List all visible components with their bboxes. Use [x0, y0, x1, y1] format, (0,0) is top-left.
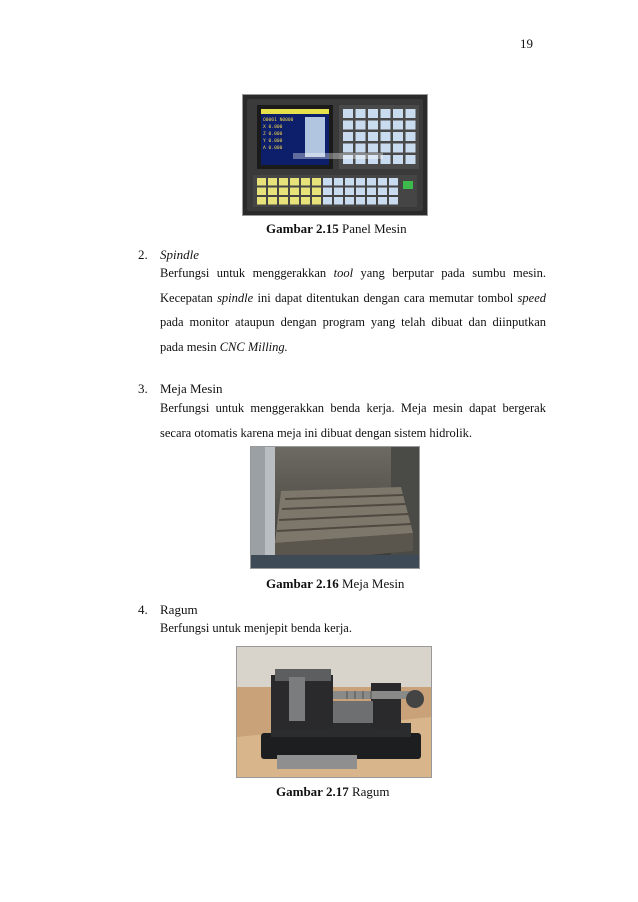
paragraph-line: pada monitor ataupun dengan program yang telah dibuat dan diinputkan [160, 315, 546, 329]
panel-key [257, 197, 266, 205]
panel-key [290, 178, 299, 186]
panel-key [334, 178, 343, 186]
panel-key [356, 144, 366, 153]
panel-key [389, 178, 398, 186]
panel-key [356, 109, 366, 118]
panel-key [334, 197, 343, 205]
panel-key [368, 121, 378, 130]
panel-key [393, 155, 403, 164]
section-number: 3. [138, 381, 148, 396]
page-number: 19 [520, 36, 533, 51]
section-paragraph [160, 396, 546, 445]
panel-key [301, 188, 310, 196]
paragraph-line: pada mesin CNC Milling. [160, 339, 288, 354]
panel-key [393, 144, 403, 153]
panel-key [378, 188, 387, 196]
machine-table-illustration [251, 447, 419, 568]
panel-key [393, 109, 403, 118]
panel-key [389, 197, 398, 205]
section-number: 2. [138, 247, 148, 262]
screen-line: A 0.000 [263, 146, 283, 151]
panel-key [367, 178, 376, 186]
panel-key [381, 132, 391, 141]
panel-key [406, 144, 416, 153]
section-paragraph [160, 261, 546, 359]
panel-key [279, 178, 288, 186]
panel-key [343, 144, 353, 153]
panel-key [406, 109, 416, 118]
figure-ragum [236, 646, 432, 778]
panel-key [378, 178, 387, 186]
panel-key [257, 178, 266, 186]
figure-caption [276, 784, 390, 800]
caption-text: Ragum [348, 784, 390, 799]
panel-key [257, 188, 266, 196]
panel-key [406, 155, 416, 164]
panel-key [378, 197, 387, 205]
caption-number: Gambar 2.16 [266, 576, 339, 591]
panel-key [356, 121, 366, 130]
panel-key [345, 188, 354, 196]
panel-key [323, 197, 332, 205]
panel-key [381, 109, 391, 118]
panel-key [356, 132, 366, 141]
paragraph-line: Berfungsi untuk menjepit benda kerja. [160, 621, 352, 635]
panel-key [343, 132, 353, 141]
panel-key [268, 178, 277, 186]
panel-key [368, 132, 378, 141]
section-number: 4. [138, 602, 148, 617]
panel-key [389, 188, 398, 196]
panel-key [356, 188, 365, 196]
paragraph-line: Berfungsi untuk menggerakkan benda kerja. Meja mesin dapat bergerak [160, 401, 546, 415]
caption-number: Gambar 2.15 [266, 221, 339, 236]
panel-key [301, 197, 310, 205]
panel-key [343, 109, 353, 118]
panel-key [334, 188, 343, 196]
section-title: Meja Mesin [160, 381, 223, 396]
panel-key [301, 178, 310, 186]
screen-line: X 0.000 [263, 125, 283, 130]
panel-key [367, 197, 376, 205]
caption-text: Meja Mesin [338, 576, 405, 591]
panel-key [268, 197, 277, 205]
screen-line: Y 0.000 [263, 139, 283, 144]
panel-key [312, 178, 321, 186]
panel-key [312, 197, 321, 205]
figure-caption [266, 576, 404, 592]
panel-key [367, 188, 376, 196]
panel-key [343, 121, 353, 130]
panel-key [393, 132, 403, 141]
screen-line: O0001 N0000 [263, 118, 294, 123]
panel-key [368, 109, 378, 118]
panel-key [345, 197, 354, 205]
panel-key [279, 197, 288, 205]
section-title: Ragum [160, 602, 198, 617]
panel-key [406, 132, 416, 141]
figure-caption [266, 221, 407, 237]
panel-key [356, 178, 365, 186]
panel-key [356, 197, 365, 205]
panel-key [345, 178, 354, 186]
panel-key [368, 144, 378, 153]
section-title: Spindle [160, 247, 199, 262]
panel-key [393, 121, 403, 130]
section-heading [138, 381, 222, 397]
cnc-panel-illustration [243, 95, 427, 215]
caption-number: Gambar 2.17 [276, 784, 349, 799]
paragraph-line: secara otomatis karena meja ini dibuat dengan sistem hidrolik. [160, 425, 473, 440]
paragraph-line: Kecepatan spindle ini dapat ditentukan dengan cara memutar tombol speed [160, 290, 546, 305]
panel-key [312, 188, 321, 196]
panel-key [323, 178, 332, 186]
panel-key [381, 144, 391, 153]
panel-key [290, 197, 299, 205]
screen-line: Z 0.000 [263, 132, 283, 137]
figure-meja-mesin [250, 446, 420, 569]
panel-key [290, 188, 299, 196]
vise-illustration [237, 647, 431, 777]
panel-key [323, 188, 332, 196]
panel-key [406, 121, 416, 130]
paragraph-line: Berfungsi untuk menggerakkan tool yang berputar pada sumbu mesin. [160, 266, 547, 280]
figure-panel-mesin [242, 94, 428, 216]
panel-key [279, 188, 288, 196]
caption-text: Panel Mesin [338, 221, 407, 236]
panel-key [381, 121, 391, 130]
section-paragraph [160, 616, 546, 641]
panel-key [268, 188, 277, 196]
